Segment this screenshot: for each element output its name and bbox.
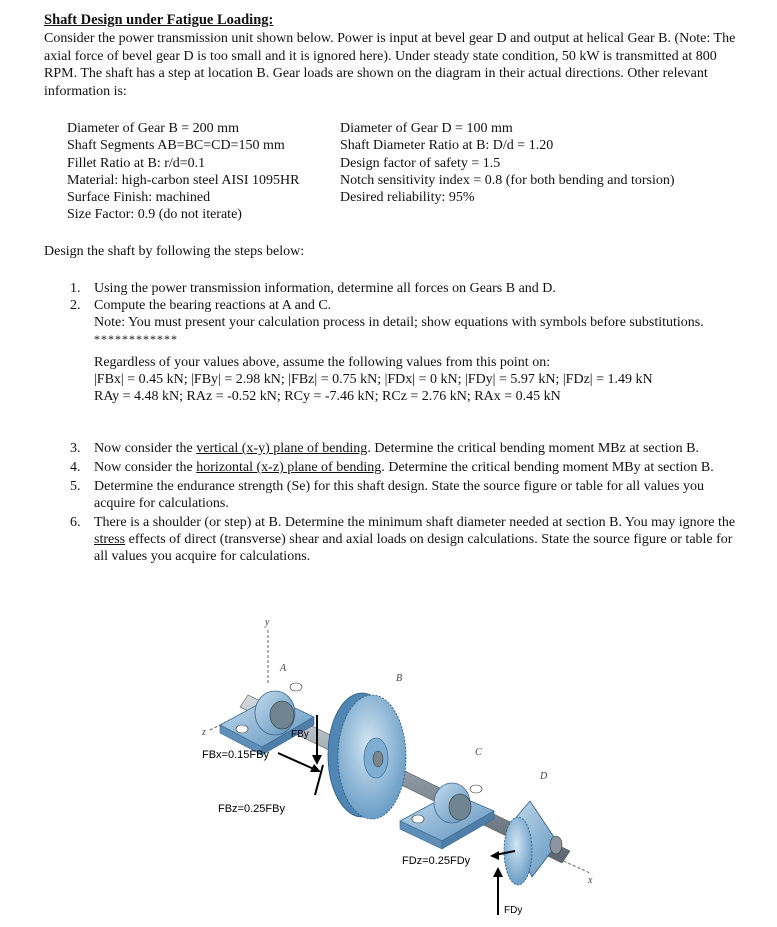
steps-intro: Design the shaft by following the steps below: [44,244,305,259]
info-item: Fillet Ratio at B: r/d=0.1 [67,155,206,171]
info-item: Size Factor: 0.9 (do not iterate) [67,207,242,223]
steps-list-b [70,440,742,565]
separator-stars: ************ [94,332,178,346]
steps-list-a [70,280,742,405]
info-item: Diameter of Gear B = 200 mm [67,121,239,136]
shaft-diagram-svg [190,615,630,922]
force-values: |FBx| = 0.45 kN; |FBy| = 2.98 kN; |FBz| = 0.75 kN; |FDx| = 0 kN; |FDy| = 5.97 kN; |FDz| = 1.49 kN [94,372,653,387]
step-underlined-text: horizontal (x-z) plane of bending [196,460,382,475]
label-d: D [540,771,548,782]
step-text: Now consider the [94,460,197,475]
step-2 [70,297,742,314]
y-axis-label: y [265,617,270,628]
page-title: Shaft Design under Fatigue Loading: [44,12,274,28]
fbx-label: FBx=0.15FBy [202,749,269,761]
step-3 [70,440,742,457]
fdy-label: FDy [504,905,523,916]
step-4 [70,459,742,476]
step-number: 3. [70,441,81,456]
info-item: Desired reliability: 95% [340,190,475,206]
shaft-diagram [190,615,630,922]
gear-d [504,801,562,885]
step-number: 6. [70,515,81,530]
info-item: Material: high-carbon steel AISI 1095HR [67,172,300,188]
step-underlined-text: vertical (x-y) plane of bending [196,441,368,456]
step-text: . Determine the critical bending moment MBz at section B. [367,441,699,456]
step-number: 4. [70,460,81,475]
step-number: 2. [70,298,81,313]
info-item: Design factor of safety = 1.5 [340,155,501,171]
info-item: Surface Finish: machined [67,190,211,206]
step-text: Using the power transmission information, determine all forces on Gears B and D. [94,281,556,296]
note-text: Note: You must present your calculation process in detail; show equations with symbols before substitutions. [94,315,704,330]
bearing-c [400,783,494,849]
step-text: Compute the bearing reactions at A and C. [94,298,332,313]
bearing-a [220,683,314,755]
step-text: There is a shoulder (or step) at B. Determine the minimum shaft diameter needed at section B. You may ignore the [94,515,736,530]
gear-b [328,693,406,819]
z-axis-label: z [202,727,206,738]
step-text: . Determine the critical bending moment MBy at section B. [381,460,714,475]
step-1 [70,280,742,297]
step-text: Now consider the [94,441,197,456]
fdz-label: FDz=0.25FDy [402,855,471,867]
step-6 [70,514,742,565]
info-list-left [67,120,300,224]
step-text: Determine the endurance strength (Se) for this shaft design. State the source figure or table for all values you acquire for calculations. [94,479,704,511]
reaction-values: RAy = 4.48 kN; RAz = -0.52 kN; RCy = -7.46 kN; RCz = 2.76 kN; RAx = 0.45 kN [94,389,561,404]
label-c: C [475,747,482,758]
info-item: Diameter of Gear D = 100 mm [340,121,513,136]
step-text: effects of direct (transverse) shear and axial loads on design calculations. State the source figure or table for all values you acquire for calculations. [94,532,733,564]
assume-text: Regardless of your values above, assume the following values from this point on: [94,355,551,370]
step-number: 1. [70,281,81,296]
force-fdy-arrow [493,867,503,915]
step-underlined-text: stress [94,532,126,547]
info-item: Shaft Segments AB=BC=CD=150 mm [67,138,285,154]
fbz-label: FBz=0.25FBy [218,803,285,815]
x-axis-label: x [588,875,593,886]
intro-paragraph: Consider the power transmission unit shown below. Power is input at bevel gear D and output at helical Gear B. (Note: The axial force of bevel gear D is too small and it is ignored here). Under steady state condition, 50 kW is transmitted at 800 RPM. The shaft has a step at location B. Gear loads are shown on the diagram in their actual directions. Other relevant information is: [44,31,736,99]
info-item: Notch sensitivity index = 0.8 (for both bending and torsion) [340,172,675,188]
fby-label: FBy [291,729,309,740]
info-list-right [340,120,675,206]
info-item: Shaft Diameter Ratio at B: D/d = 1.20 [340,138,554,154]
step-number: 5. [70,479,81,494]
label-b: B [396,673,403,684]
label-a: A [280,663,287,674]
step-5 [70,478,742,512]
